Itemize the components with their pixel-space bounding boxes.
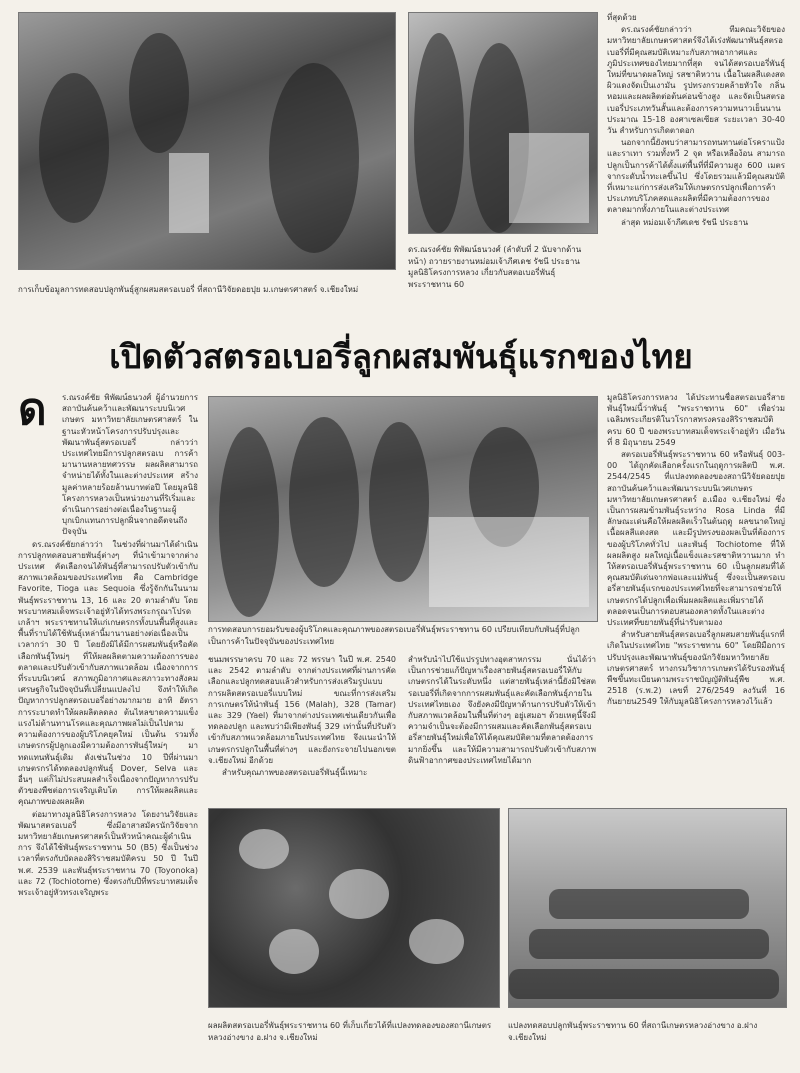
center-column-b	[408, 654, 596, 796]
photo1-caption: การเก็บข้อมูลการทดสอบปลูกพันธุ์สูกผสมสตรอเบอรี่ ที่สถานีวิจัยดอยปุย ม.เกษตรศาสตร์ จ.เชียงใหม่	[18, 285, 359, 294]
paragraph: ชนมพรรษาครบ 70 และ 72 พรรษา ในปี พ.ศ. 2540 และ 2542 ตามลำดับ จากต่างประเทศที่ผ่านการคัดเลือกและปลูกทดสอบแล้วสำหรับการส่งเสริมรูปแบบการผลิตสตรอเบอรี่แบบใหม่ ขณะที่การส่งเสริมการเกษตรให้นำพันธุ์ 156 (Malah), 328 (Tamar) และ 329 (Yael) ที่มาจากต่างประเทศเช่นเดียวกันเพื่อทดลองปลูก และพบว่ามีเพียงพันธุ์ 329 เท่านั้นที่ปรับตัวเข้ากับสภาพแวดล้อมภายในประเทศไทย จึงแนะนำให้เกษตรกรปลูกในพื้นที่ต่างๆ และยังกระจายไปนอกเขต จ.เชียงใหม่ อีกด้วย	[208, 655, 396, 765]
photo-test-plot	[508, 808, 787, 1008]
photo-field-data-collection	[18, 12, 396, 270]
paragraph: ล่าสุด หม่อมเจ้าภีศเดช รัชนี ประธาน	[621, 217, 749, 227]
paragraph: สำหรับนำไปใช้แปรรูปทางอุตสาหกรรม นั่นได้ว่าเป็นการช่วยแก้ปัญหาเรื่องสายพันธุ์สตรอเบอรี่ให้กับเกษตรกรได้ในระดับหนึ่ง แต่สายพันธุ์เหล่านี้ยังมิใช่สตรอเบอรี่ที่เกิดจากการผสมพันธุ์และคัดเลือกพันธุ์ภายในประเทศไทยเอง จึงยังคงมีปัญหาด้านการปรับตัวให้เข้ากับสภาพแวดล้อมในพื้นที่ต่างๆ อยู่เสมอฯ ด้วยเหตุนี้จึงมีความจำเป็นจะต้องมีการผสมและคัดเลือกพันธุ์สตรอเบอรี่สายพันธุ์ใหม่เพื่อให้ได้คุณสมบัติตามที่ตลาดต้องการมากยิ่งขึ้น และให้มีความสามารถปรับตัวเข้ากับสภาพดินฟ้าอากาศของประเทศไทยได้มาก	[408, 655, 596, 765]
paragraph: มูลนิธิโครงการหลวง ได้ประทานชื่อสตรอเบอรี่สายพันธุ์ใหม่นี้ว่าพันธุ์ "พระราชทาน 60" เพื่อร่วมเฉลิมพระเกียรติในวโรกาสทรงครองสิริราชสมบัติครบ 60 ปี ของพระบาทสมเด็จพระเจ้าอยู่หัว เมื่อวันที่ 8 มิถุนายน 2549	[607, 393, 785, 447]
paragraph: ดร.ณรงค์ชัยกล่าวว่า ในช่วงที่ผ่านมาได้ดำเนินการปลูกทดสอบสายพันธุ์ต่างๆ ที่นำเข้ามาจากต่างประเทศ คัดเลือกจนได้พันธุ์ที่สามารถปรับตัวเข้ากับสภาพแวดล้อมของประเทศไทย คือ Cambridge Favorite, Tioga และ Sequoia ซึ่งรู้จักกันในนามพันธุ์พระราชทาน 13, 16 และ 20 ตามลำดับ โดยพระบาทสมเด็จพระเจ้าอยู่หัวได้ทรงพระกรุณาโปรดเกล้าฯ พระราชทานให้แก่เกษตรกรทั้งบนพื้นที่สูงและพื้นที่ราบได้ใช้พันธุ์เหล่านี้มานานอย่างต่อเนื่องเป็นเวลากว่า 30 ปี โดยยังมิได้มีการผสมพันธุ์หรือคัดเลือกพันธุ์ใหม่ๆ ที่ให้ผลผลิตตามความต้องการของตลาดและปรับตัวเข้ากับสภาพแวดล้อม เนื่องจากการที่ระบบนิเวศน์ สภาพภูมิอากาศและสภาวะทางสังคมเศรษฐกิจในปัจจุบันที่เปลี่ยนแปลงไป จึงทำให้เกิดปัญหาการปลูกสตรอเบอรี่อย่างมากมาย อาทิ อัตราการระบาดทำให้ผลผลิตลดลง ต้นไหลขาดความแข็งแรงไม่ต้านทานโรคและคุณภาพผลไม่เป็นไปตามความต้องการของผู้บริโภคยุคใหม่ เป็นต้น รวมทั้งเกษตรกรผู้ปลูกเองมีความต้องการพันธุ์ใหม่ๆ มาทดแทนพันธุ์เดิม ดังเช่นในช่วง 10 ปีที่ผ่านมา เกษตรกรได้ทดลองปลูกพันธุ์ Dover, Selva และอื่นๆ แต่ก็ไม่ประสบผลสำเร็จเนื่องจากปัญหาการปรับตัวของพืชต่อการเจริญเติบโต การให้ผลผลิตและคุณภาพของผลผลิต	[18, 539, 198, 807]
paragraph: ดร.ณรงค์ชัยกล่าวว่า ทีมคณะวิจัยของมหาวิทยาลัยเกษตรศาสตร์จึงได้เร่งพัฒนาพันธุ์สตรอเบอรี่ที่มีคุณสมบัติเหมาะกับสภาพอากาศและภูมิประเทศของไทยมากที่สุด จนได้สตรอเบอรี่พันธุ์ใหม่ที่ขนาดผลใหญ่ รสชาติหวาน เนื้อในผลสีแดงสด ผิวแดงจัดเป็นเงามัน รูปทรงกรวยคล้ายหัวใจ กลิ่นหอมและผลผลิตต่อต้นค่อนข้างสูง และจัดเป็นสตรอเบอรี่ประเภทวันสั้นและต้องการความหนาวเย็นนานประมาณ 15-18 องศาเซลเซียส ระยะเวลา 30-40 วัน สำหรับการเกิดตาดอก	[607, 25, 785, 136]
photo-consumer-taste-test	[208, 396, 598, 622]
paragraph: นอกจากนี้ยังพบว่าสามารถทนทานต่อโรคราแป้ง และราเทา รวมทั้งหวี 2 จุด หรือเหลือง้อน สามารถปลูกเป็นการค้าได้ตั้งแต่พื้นที่ที่มีความสูง 600 เมตรจากระดับน้ำทะเลขึ้นไป ซึ่งโดยรวมแล้วมีคุณสมบัติที่เหมาะแก่การส่งเสริมให้เกษตรกรปลูกเพื่อการค้าประเภทบริโภคสดและผลิตที่มีความต้องการของตลาดมากทั้งภายในและต่างประเทศ	[607, 138, 785, 215]
paragraph: ต่อมาทางมูลนิธิโครงการหลวง โดยงานวิจัยและพัฒนาสตรอเบอรี่ ซึ่งมีอาสาสมัครนักวิจัยจากมหาวิทยาลัยเกษตรศาสตร์เป็นหัวหน้าคณะผู้ดำเนินการ จึงได้ใช้พันธุ์พระราชทาน 50 (B5) ซึ่งเป็นช่วงเวลาที่ตรงกับบัดลองสิริราชสมบัติครบ 50 ปี ในปี พ.ศ. 2539 และพันธุ์พระราชทาน 70 (Toyonoka) และ 72 (Tochiotome) ซึ่งตรงกับปีที่พระบาทสมเด็จพระเจ้าอยู่หัวทรงเจริญพระ	[18, 809, 198, 897]
photo2-caption: ดร.ณรงค์ชัย พิพัฒน์ธนวงศ์ (ลำดับที่ 2 นับจากด้านหน้า) ถวายรายงานหม่อมเจ้าภีศเดช รัชนี ประธานมูลนิธิโครงการหลวง เกี่ยวกับสตอเบอรี่พันธุ์พระราชทาน 60	[408, 245, 582, 289]
photo3-caption: การทดสอบการยอมรับของผู้บริโภคและคุณภาพของสตรอเบอรี่พันธุ์พระราชทาน 60 เปรียบเทียบกับพันธุ์ที่ปลูกเป็นการค้าในปัจจุบันของประเทศไทย	[208, 625, 580, 646]
left-column	[18, 392, 198, 1062]
paragraph: สำหรับคุณภาพของสตรอเบอรี่พันธุ์นี้เหมาะ	[222, 768, 368, 778]
photo-report-to-chairman	[408, 12, 598, 234]
photo4-caption: ผลผลิตสตรอเบอรี่พันธุ์พระราชทาน 60 ที่เก็บเกี่ยวได้ที่แปลงทดลองของสถานีเกษตรหลวงอ่างขาง อ.ฝาง จ.เชียงใหม่	[208, 1021, 492, 1042]
drop-cap: ด	[18, 384, 47, 435]
headline: เปิดตัวสตรอเบอรี่ลูกผสมพันธุ์แรกของไทย	[109, 337, 693, 376]
photo-strawberry-harvest	[208, 808, 500, 1008]
paragraph: ที่สุดด้วย	[607, 13, 637, 22]
paragraph: ร.ณรงค์ชัย พิพัฒน์ธนวงศ์ ผู้อำนวยการสถาบันค้นคว้าและพัฒนาระบบนิเวศเกษตร มหาวิทยาลัยเกษตรศาสตร์ ในฐานะหัวหน้าโครงการปรับปรุงและพัฒนาพันธุ์สตรอเบอรี่ กล่าวว่า ประเทศไทยมีการปลูกสตรอเบ การค้ามานานหลายทศวรรษ ผลผลิตสามารถจำหน่ายได้ทั้งในและต่างประเทศ สร้างมูลค่าหลายร้อยล้านบาทต่อปี โดยมูลนิธิโครงการหลวงเป็นหน่วยงานที่ริเริ่มและดำเนินการอย่างต่อเนื่องในฐานะผู้บุกเบิกแทนการปลูกฝิ่นจากอดีตจนถึงปัจจุบัน	[62, 393, 198, 537]
center-column-a	[208, 654, 396, 796]
photo5-caption: แปลงทดสอบปลูกพันธุ์พระราชทาน 60 ที่สถานีเกษตรหลวงอ่างขาง อ.ฝาง จ.เชียงใหม่	[508, 1021, 758, 1042]
paragraph: สำหรับสายพันธุ์สตรอเบอรี่ลูกผสมสายพันธุ์แรกที่เกิดในประเทศไทย "พระราชทาน 60" โดยฝีมือการปรับปรุงและพัฒนาพันธุ์ของนักวิจัยมหาวิทยาลัยเกษตรศาสตร์ ทางกรมวิชาการเกษตรได้รับรองพันธุ์พืชขึ้นทะเบียนตามพระราชบัญญัติพันธุ์พืช พ.ศ. 2518 (ร.พ.2) เลขที่ 276/2549 ลงวันที่ 16 กันยายน2549 ให้กับมูลนิธิโครงการหลวงไว้แล้ว	[607, 630, 785, 707]
top-right-column	[607, 12, 785, 330]
paragraph: สตรอเบอรี่พันธุ์พระราชทาน 60 หรือพันธุ์ 003-00 ได้ถูกคัดเลือกครั้งแรกในฤดูการผลิตปี พ.ศ. 2544/2545 ที่แปลงทดลองของสถานีวิจัยดอยปุย สถาบันค้นคว้าและพัฒนาระบบนิเวศเกษตร มหาวิทยาลัยเกษตรศาสตร์ อ.เมือง จ.เชียงใหม่ ซึ่งเป็นการผสมข้ามพันธุ์ระหว่าง Rosa Linda ที่มีลักษณะเด่นคือให้ผลผลิตเร็วในต้นฤดู ผลขนาดใหญ่ เนื้อผลสีแดงสด และมีรูปทรงของผลเป็นที่ต้องการของผู้บริโภคทั่วไป และพันธุ์ Tochiotome ที่ให้ผลผลิตสูง ผลใหญ่เนื้อแข็งและรสชาติหวานมาก ทำให้สตรอเบอรี่พันธุ์พระราชทาน 60 เป็นลูกผสมที่ได้คุณสมบัติเด่นจากพ่อและแม่พันธุ์ ซึ่งจะเป็นสตรอเบอรี่สายพันธุ์แรกของประเทศไทยที่จะสามารถช่วยให้เกษตรกรได้ปลูกเพื่อเพิ่มผลผลิตและเพิ่มรายได้ ตลอดจนเป็นการตอบสนองตลาดทั้งในและต่างประเทศที่ขยายพันธุ์ที่น่ารับตามอง	[607, 450, 785, 628]
